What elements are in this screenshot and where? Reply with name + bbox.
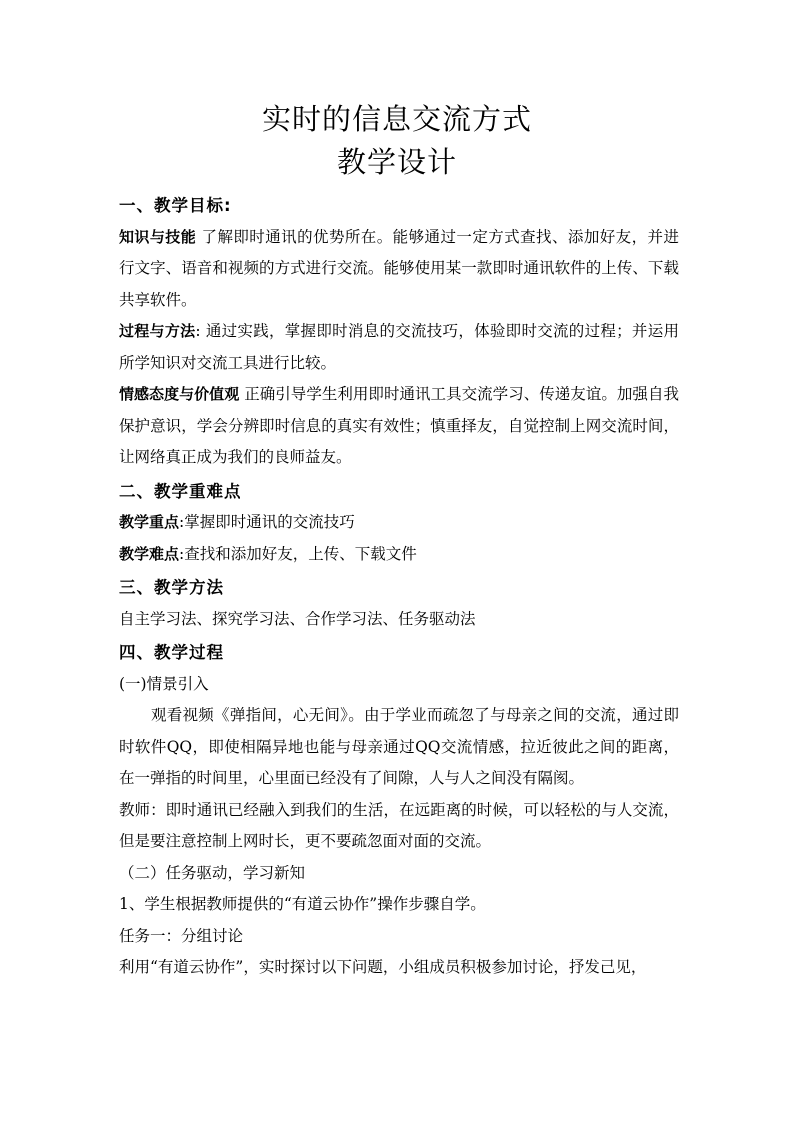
subheading-intro: (一)情景引入 [119,674,209,693]
document-body [119,188,679,984]
paragraph-task1-text: 利用“有道云协作”，实时探讨以下问题，小组成员积极参加讨论，抒发己见， [119,958,647,976]
label-focus: 教学重点 [119,513,180,531]
document-title: 实时的信息交流方式 [261,102,532,136]
label-attitude: 情感态度与价值观 [119,385,240,403]
paragraph-step1: 1、学生根据教师提供的“有道云协作”操作步骤自学。 [119,895,486,913]
paragraph-intro: 观看视频《弹指间，心无间》。由于学业而疏忽了与母亲之间的交流，通过即时软件QQ，即使相隔异地也能与母亲通过QQ交流情感，拉近彼此之间的距离，在一弹指的时间里，心里面已经没有了间隙，人与人之间没有隔阂。 [119,706,679,787]
text-process: 通过实践，掌握即时消息的交流技巧，体验即时交流的过程；并运用所学知识对交流工具进行比较。 [119,322,679,372]
label-knowledge: 知识与技能 [119,227,197,246]
section-heading-key-points: 二、教学重难点 [119,481,242,501]
section-heading-methods: 三、教学方法 [119,578,224,597]
paragraph-task1: 任务一：分组讨论 [119,926,244,945]
text-knowledge: 了解即时通讯的优势所在。能够通过一定方式查找、添加好友，并进行文字、语音和视频的方式进行交流。能够使用某一款即时通讯软件的上传、下载共享软件。 [119,227,679,309]
text-focus: 掌握即时通讯的交流技巧 [184,513,355,531]
text-attitude: 正确引导学生利用即时通讯工具交流学习、传递友谊。加强自我保护意识，学会分辨即时信息的真实有效性；慎重择友，自觉控制上网交流时间，让网络真正成为我们的良师益友。 [119,385,679,466]
paragraph-focus [119,507,679,539]
paragraph-attitude [119,379,679,474]
paragraph-process [119,316,679,379]
paragraph-difficulty [119,539,679,571]
subheading-task-driven: （二）任务驱动，学习新知 [119,863,306,882]
colon: : [195,322,201,340]
label-difficulty: 教学难点 [119,544,180,563]
document-subtitle: 教学设计 [336,145,457,179]
paragraph-methods: 自主学习法、探究学习法、合作学习法、任务驱动法 [119,609,476,628]
colon: : [179,513,185,531]
paragraph-teacher: 教师：即时通讯已经融入到我们的生活，在远距离的时候，可以轻松的与人交流，但是要注意控制上网时长，更不要疏忽面对面的交流。 [119,800,679,850]
section-heading-objectives: 一、教学目标: [119,196,232,215]
text-difficulty: 查找和添加好友，上传、下载文件 [184,544,417,563]
section-heading-process: 四、教学过程 [119,643,224,662]
label-process: 过程与方法 [119,322,196,340]
paragraph-knowledge [119,222,679,317]
colon: : [179,544,185,563]
